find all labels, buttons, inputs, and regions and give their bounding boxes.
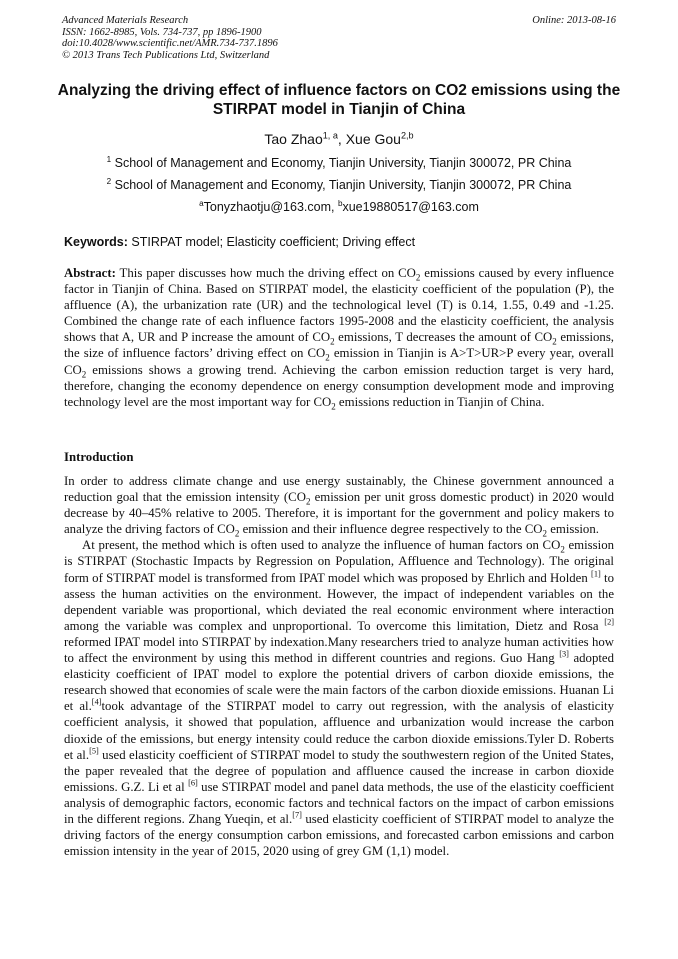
email-separator: , — [330, 200, 338, 214]
affiliation-text: School of Management and Economy, Tianjin University, Tianjin 300072, PR China — [114, 156, 572, 170]
copyright-line: © 2013 Trans Tech Publications Ltd, Switzerland — [62, 49, 270, 61]
affiliation — [0, 178, 678, 192]
journal-name: Advanced Materials Research — [62, 15, 189, 26]
intro-text: use STIRPAT model and panel data methods, the use of the elasticity coefficient analysis of demographic factors, economic factors and technical factors on the impact of carbon emissions in the different regions. Zhang Yueqin, et al. — [64, 779, 615, 826]
citation[interactable]: [7] — [292, 810, 302, 820]
author-name: Xue Gou — [345, 131, 401, 147]
intro-paragraph — [64, 473, 614, 537]
issn-line: ISSN: 1662-8985, Vols. 734-737, pp 1896-1900 — [62, 26, 262, 38]
author-separator: , — [337, 131, 346, 147]
subscript: 2 — [415, 272, 421, 283]
intro-text: used elasticity coefficient of STIRPAT model to analyze the driving factors of the energy consumption carbon emissions, and forecasted carbon emissions and carbon emission intensity in the year of 2015, 2020 using of grey GM (1,1) model. — [64, 811, 614, 859]
journal-header — [62, 15, 616, 61]
subscript: 2 — [305, 496, 311, 507]
citation[interactable]: [4] — [91, 698, 102, 708]
author-mark: 2,b — [400, 130, 414, 141]
author-name: Tao Zhao — [264, 131, 323, 147]
abstract-text: emissions caused by every influence factor in Tianjin of China. Based on STIRPAT model, the elasticity coefficient of the population (P), the affluence (A), the urbanization rate (UR) and the technological level (T) is 0.14, 1.55, 0.49 and -1.25. Combined the change rate of each influence factors 1995-2008 and the elasticity coefficient, the analysis shows that A, UR and P increase the amount of CO — [64, 266, 614, 345]
intro-text: reformed IPAT model into STIRPAT by indexation.Many researchers tried to analyze human activities how to affect the environment by using this method in different countries and regions. Guo Hang — [64, 634, 614, 666]
introduction-body — [64, 473, 614, 859]
keywords-label: Keywords: — [64, 235, 128, 249]
intro-text: In order to address climate change and use energy sustainably, the Chinese government announced a reduction goal that the emission intensity (CO — [64, 474, 614, 505]
abstract — [64, 265, 614, 410]
author-line — [0, 131, 678, 147]
subscript: 2 — [331, 401, 336, 412]
abstract-text: emissions shows a growing trend. Achieving the carbon emission reduction target is very hard, therefore, changing the economy dependence on energy consumption development mode and improving technology level are the most important way for CO — [64, 362, 614, 409]
abstract-text: emissions reduction in Tianjin of China. — [335, 394, 545, 409]
intro-text: adopted elasticity coefficient of IPAT model to explore the potential drivers of carbon dioxide emissions, the research showed that economies of scale were the main factors of the carbon dioxide emissions. Huanan Li et al. — [64, 651, 614, 714]
intro-text: took advantage of the STIRPAT model to carry out regression, with the analysis of elasticity coefficient analysis, it showed that population, affluence and urbanization would increase the carbon dioxide of the emissions, but energy intensity could reduce the carbon dioxide emissions.Tyler D. Roberts et al. — [64, 699, 614, 762]
abstract-label: Abstract: — [64, 266, 116, 280]
citation[interactable]: [5] — [89, 746, 99, 756]
subscript: 2 — [234, 528, 240, 539]
citation[interactable]: [1] — [591, 569, 601, 579]
keywords-text: STIRPAT model; Elasticity coefficient; Driving effect — [127, 235, 416, 249]
subscript: 2 — [81, 369, 87, 380]
online-date: Online: 2013-08-16 — [532, 15, 616, 26]
affiliation-text: School of Management and Economy, Tianjin University, Tianjin 300072, PR China — [114, 178, 572, 192]
affiliation-number: 1 — [106, 154, 112, 164]
intro-text: used elasticity coefficient of STIRPAT model to study the southwestern region of the United States, the paper revealed that the degree of population and affluence caused the increase in carbon dioxide emissions. G.Z. Li et al — [64, 747, 614, 794]
email-line — [0, 200, 678, 214]
affiliation — [0, 156, 678, 170]
abstract-text: emissions, the size of influence factors’ driving effect on CO — [64, 330, 615, 361]
abstract-text: emissions, T decreases the amount of CO — [334, 330, 553, 345]
intro-text: emission and their influence degree respectively to the CO — [239, 522, 543, 537]
citation[interactable]: [3] — [559, 649, 569, 659]
intro-paragraph — [64, 537, 614, 859]
abstract-text: This paper discusses how much the driving effect on CO — [115, 266, 416, 280]
section-heading: Introduction — [64, 450, 134, 464]
subscript: 2 — [542, 528, 548, 539]
subscript: 2 — [325, 353, 330, 364]
subscript: 2 — [560, 544, 565, 555]
intro-text: emission is STIRPAT (Stochastic Impacts by Regression on Population, Affluence and Technology). The original form of STIRPAT model is transformed from IPAT model which was proposed by Ehrlich and Holden — [64, 538, 614, 585]
citation[interactable]: [6] — [188, 778, 198, 788]
abstract-text: emission in Tianjin is A>T>UR>P every year, overall CO — [64, 346, 614, 377]
subscript: 2 — [330, 336, 335, 347]
intro-text: At present, the method which is often used to analyze the influence of human factors on CO — [82, 538, 561, 553]
paper-title: Analyzing the driving effect of influence factors on CO2 emissions using the STIRPAT model in Tianjin of China — [57, 82, 621, 118]
doi-line: doi:10.4028/www.scientific.net/AMR.734-737.1896 — [62, 38, 278, 49]
subscript: 2 — [552, 336, 557, 347]
citation[interactable]: [2] — [604, 617, 614, 627]
intro-text: emission. — [547, 522, 599, 537]
affiliation-number: 2 — [106, 176, 112, 186]
email-mark: b — [337, 198, 343, 208]
intro-text: to assess the human activities on the environment. However, the impact of independent variables on the dependent variable was proportional, which deviated the real economic environment where interaction among the variable was complex and unproportional. To overcome this limitation, Dietz and Rosa — [64, 570, 615, 633]
intro-text: emission per unit gross domestic product) in 2020 would decrease by 40–45% relative to 2005. Therefore, it is important for the government and policy makers to analyze the driving factors of CO — [64, 490, 614, 537]
author-mark: 1, a — [322, 130, 338, 141]
email-mark: a — [199, 198, 204, 208]
email-address[interactable]: xue19880517@163.com — [342, 200, 479, 214]
keywords — [64, 235, 415, 249]
email-address[interactable]: Tonyzhaotju@163.com — [203, 200, 331, 214]
